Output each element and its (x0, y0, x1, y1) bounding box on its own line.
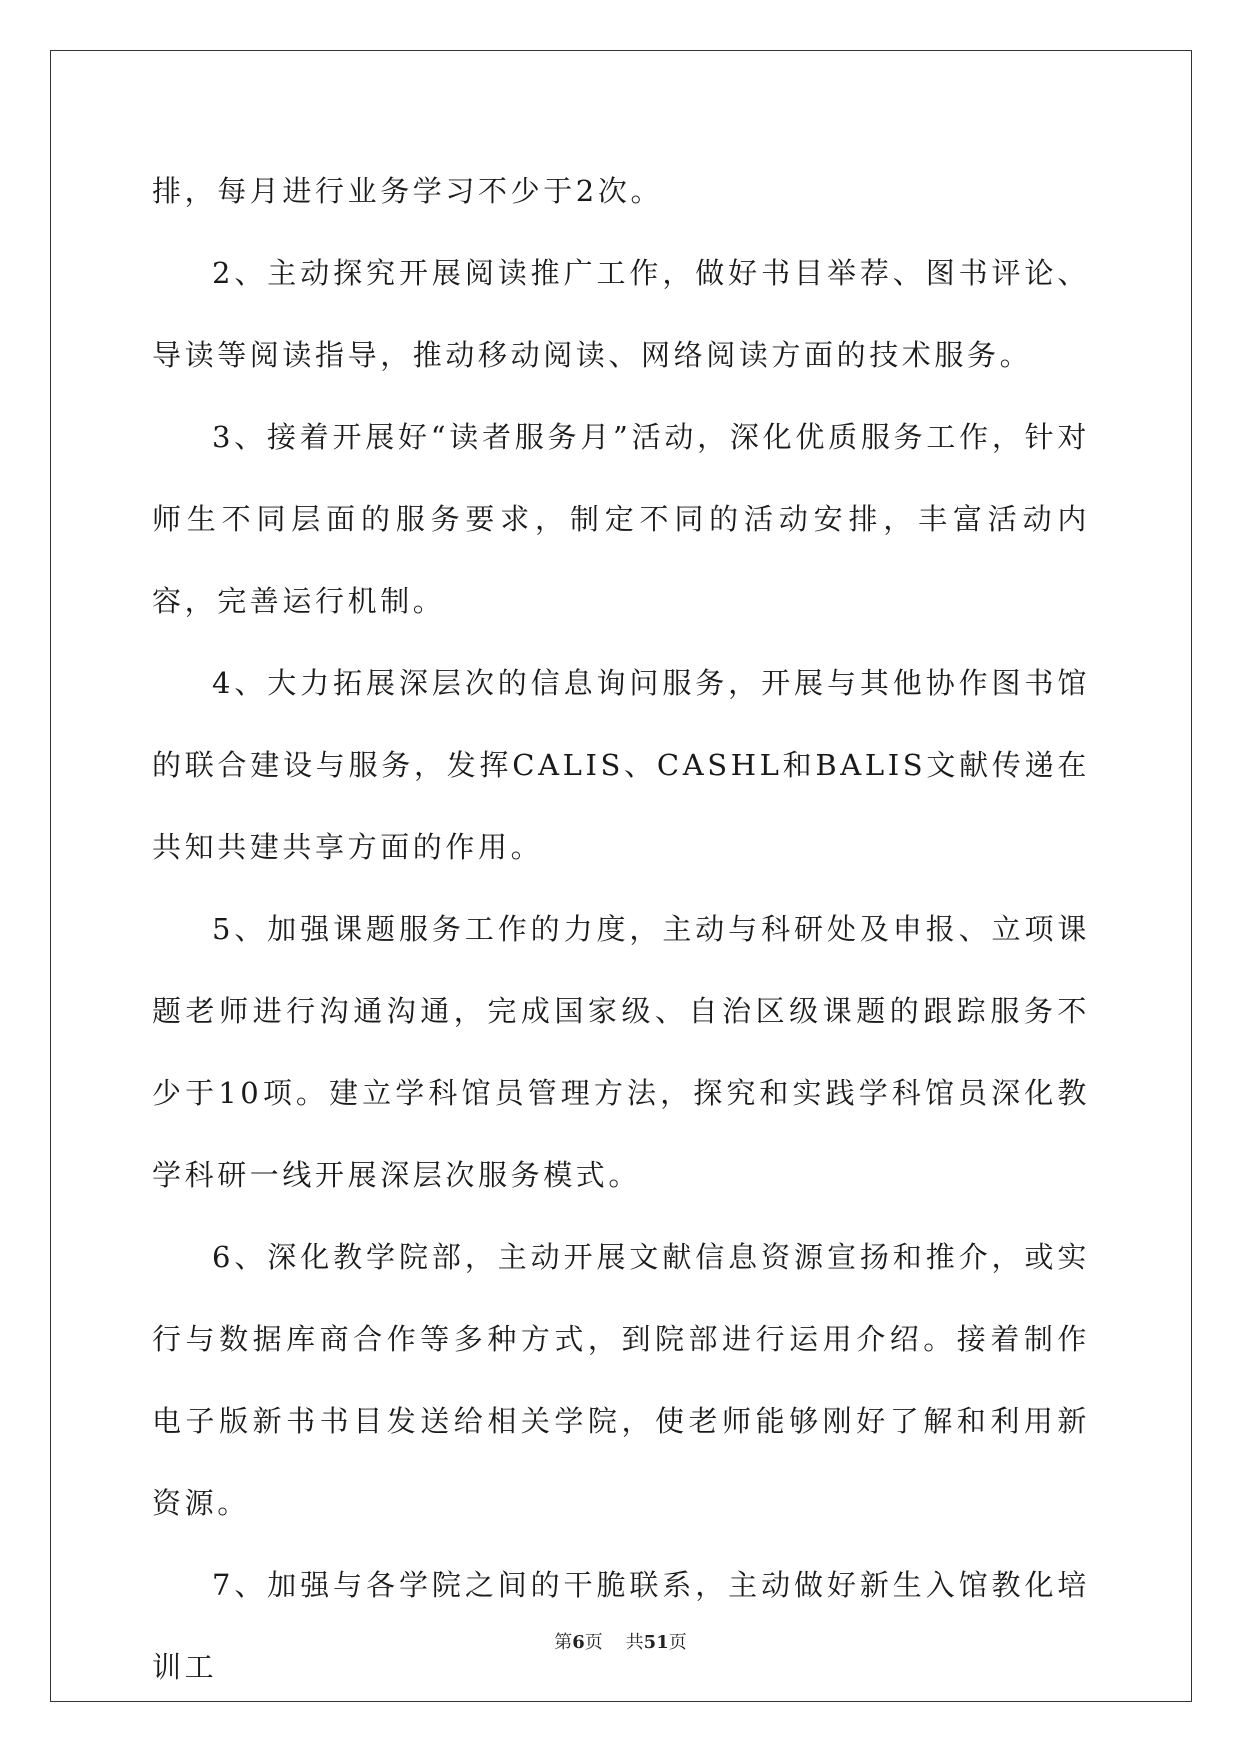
footer-total-unit: 页 (668, 1632, 687, 1653)
paragraph: 4、大力拓展深层次的信息询问服务，开展与其他协作图书馆的联合建设与服务，发挥CALIS、CASHL和BALIS文献传递在共知共建共享方面的作用。 (152, 666, 1090, 864)
paragraph: 5、加强课题服务工作的力度，主动与科研处及申报、立项课题老师进行沟通沟通，完成国家级、自治区级课题的跟踪服务不少于10项。建立学科馆员管理方法，探究和实践学科馆员深化教学科研一线开展深层次服务模式。 (152, 912, 1090, 1192)
footer-total-prefix: 共 (625, 1632, 644, 1653)
page-footer (0, 1628, 1241, 1654)
footer-page-unit: 页 (584, 1632, 603, 1653)
paragraph: 2、主动探究开展阅读推广工作，做好书目举荐、图书评论、导读等阅读指导，推动移动阅读、网络阅读方面的技术服务。 (152, 256, 1090, 372)
total-page-count: 51 (643, 1632, 669, 1653)
current-page-number: 6 (572, 1632, 585, 1653)
paragraph: 排，每月进行业务学习不少于2次。 (152, 174, 664, 208)
paragraph: 6、深化教学院部，主动开展文献信息资源宣扬和推介，或实行与数据库商合作等多种方式，到院部进行运用介绍。接着制作电子版新书书目发送给相关学院，使老师能够刚好了解和利用新资源。 (152, 1240, 1090, 1520)
paragraph: 7、加强与各学院之间的干脆联系，主动做好新生入馆教化培训工 (152, 1568, 1090, 1684)
footer-prefix: 第 (554, 1632, 573, 1653)
document-body (152, 150, 1090, 1708)
paragraph: 3、接着开展好“读者服务月”活动，深化优质服务工作，针对师生不同层面的服务要求，制定不同的活动安排，丰富活动内容，完善运行机制。 (152, 420, 1090, 618)
